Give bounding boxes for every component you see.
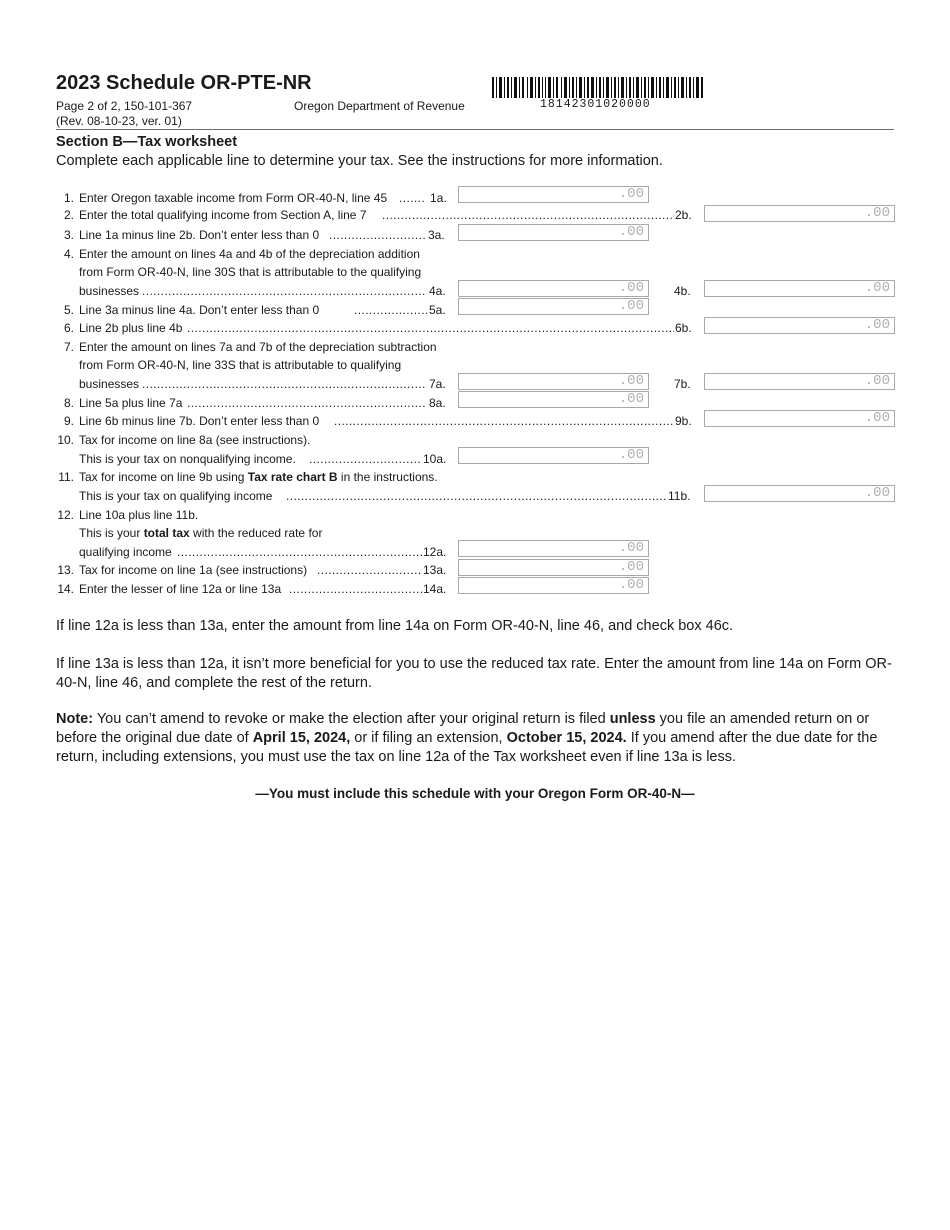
line-12: 12. Line 10a plus line 11b. — [57, 508, 199, 522]
line-10-end: This is your tax on nonqualifying income. ..... 10a. — [56, 450, 451, 468]
line-7b-input[interactable]: .00 — [704, 373, 895, 390]
line-3a-input[interactable]: .00 — [458, 224, 649, 241]
line-9: 9. Line 6b minus line 7b. Don’t enter less than 0 ..... 9b. — [56, 412, 696, 430]
instruction-paragraph-2: If line 13a is less than 12a, it isn’t more beneficial for you to use the reduced tax rate. Enter the amount from line 14a on Form OR-40-N, line 46, and complete the rest of the return. — [56, 656, 892, 691]
line-4b-label: 4b. — [674, 284, 691, 298]
line-8: 8. Line 5a plus line 7a ..... 8a. — [56, 394, 451, 412]
line-12-cont: This is your total tax with the reduced rate for — [79, 526, 323, 540]
line-12-end: qualifying income ..... 12a. — [56, 543, 451, 561]
line-6b-input[interactable]: .00 — [704, 317, 895, 334]
line-2: 2. Enter the total qualifying income from Section A, line 7 ..... 2b. — [56, 206, 696, 224]
line-4b-input[interactable]: .00 — [704, 280, 895, 297]
line-3: 3. Line 1a minus line 2b. Don’t enter less than 0 ..... 3a. — [56, 226, 451, 244]
line-7: 7. Enter the amount on lines 7a and 7b of the depreciation subtraction — [63, 340, 437, 354]
line-5a-input[interactable]: .00 — [458, 298, 649, 315]
revision-info: (Rev. 08-10-23, ver. 01) — [56, 114, 182, 128]
line-14: 14. Enter the lesser of line 12a or line 13a ..... 14a. — [56, 580, 451, 598]
page-info: Page 2 of 2, 150-101-367 — [56, 99, 193, 113]
line-4-end: businesses ..... 4a. — [56, 282, 451, 300]
line-4a-input[interactable]: .00 — [458, 280, 649, 297]
line-5: 5. Line 3a minus line 4a. Don’t enter less than 0 ..... 5a. — [56, 301, 451, 319]
footer-notice: —You must include this schedule with your Oregon Form OR-40-N— — [255, 786, 695, 801]
line-7a-input[interactable]: .00 — [458, 373, 649, 390]
line-6: 6. Line 2b plus line 4b ..... 6b. — [56, 319, 696, 337]
line-7b-label: 7b. — [674, 377, 691, 391]
line-7-cont: from Form OR-40-N, line 33S that is attributable to qualifying — [79, 358, 402, 372]
form-title: 2023 Schedule OR-PTE-NR — [56, 72, 312, 94]
line-14a-input[interactable]: .00 — [458, 577, 649, 594]
line-10a-input[interactable]: .00 — [458, 447, 649, 464]
line-4-cont: from Form OR-40-N, line 30S that is attributable to the qualifying — [79, 265, 422, 279]
agency-name: Oregon Department of Revenue — [294, 99, 465, 113]
line-2b-input[interactable]: .00 — [704, 205, 895, 222]
line-8a-input[interactable]: .00 — [458, 391, 649, 408]
line-13: 13. Tax for income on line 1a (see instructions) ..... 13a. — [56, 561, 451, 579]
line-1: 1. Enter Oregon taxable income from Form OR-40-N, line 45 ..... 1a. — [56, 189, 451, 207]
note-paragraph: Note: You can’t amend to revoke or make the election after your original return is filed unless you file an amended return on or before the original due date of April 15, 2024, or if filing an extension, October 15, 2024. If you amend after the due date for the return, including extensions, you must use the tax on line 12a of the Tax worksheet even if line 13a is less. — [56, 711, 878, 765]
barcode-number: 18142301020000 — [540, 98, 651, 111]
line-11b-input[interactable]: .00 — [704, 485, 895, 502]
line-13a-input[interactable]: .00 — [458, 559, 649, 576]
line-12a-input[interactable]: .00 — [458, 540, 649, 557]
line-11-end: This is your tax on qualifying income ..... 11b. — [56, 487, 696, 505]
line-1a-input[interactable]: .00 — [458, 186, 649, 203]
line-4: 4. Enter the amount on lines 4a and 4b of the depreciation addition — [63, 247, 420, 261]
line-7-end: businesses ..... 7a. — [56, 375, 451, 393]
section-intro: Complete each applicable line to determine your tax. See the instructions for more information. — [56, 153, 663, 169]
instruction-paragraph-1: If line 12a is less than 13a, enter the amount from line 14a on Form OR-40-N, line 46, and check box 46c. — [56, 618, 734, 634]
line-9b-input[interactable]: .00 — [704, 410, 895, 427]
line-10: 10. Tax for income on line 8a (see instructions). — [57, 433, 311, 447]
line-11: 11. Tax for income on line 9b using Tax rate chart B in the instructions. — [58, 470, 438, 484]
section-title: Section B—Tax worksheet — [56, 134, 238, 150]
